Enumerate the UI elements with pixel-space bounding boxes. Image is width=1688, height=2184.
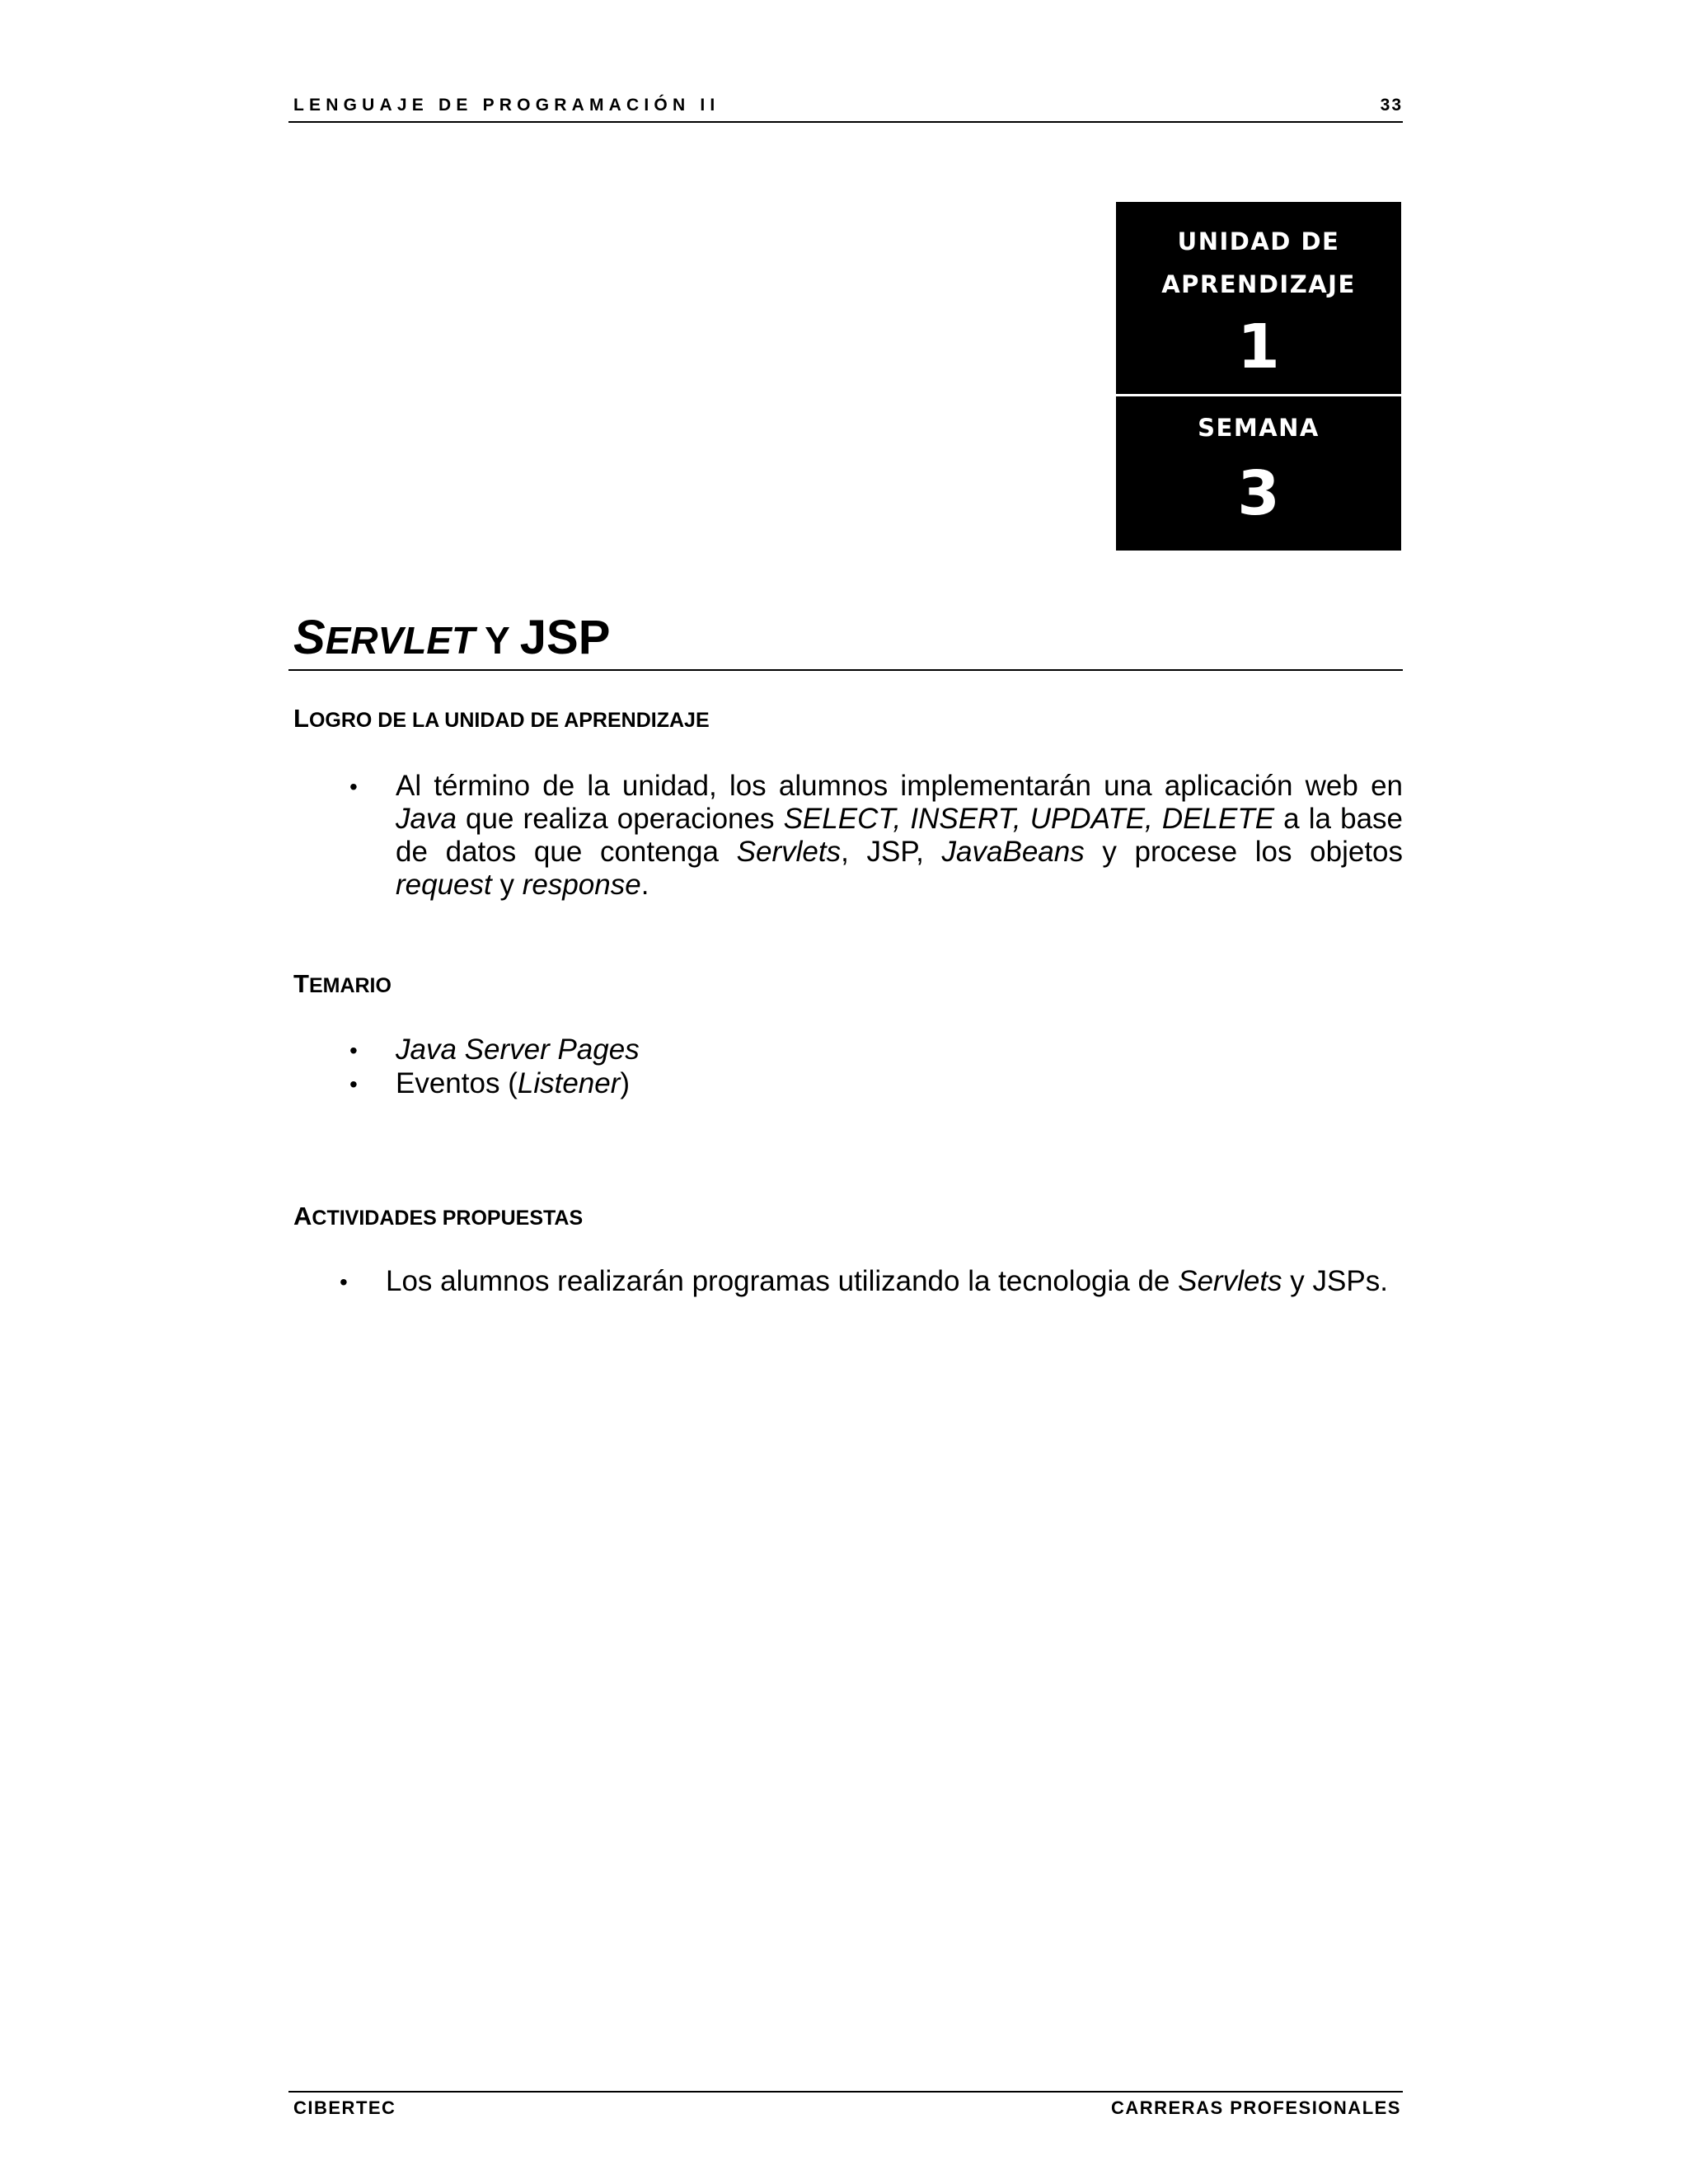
running-header-title: LENGUAJE DE PROGRAMACIÓN II [293, 96, 720, 115]
unit-week-box [1116, 202, 1401, 551]
actividades-text-1: Los alumnos realizarán programas utilizando la tecnologia de [386, 1265, 1179, 1297]
logro-heading-initial: L [293, 704, 309, 733]
title-rule [288, 669, 1403, 671]
actividades-item [386, 1265, 1388, 1298]
logro-text-9: y procese los objetos [1084, 836, 1404, 868]
actividades-bullet: • [340, 1269, 348, 1295]
temario-item-2-a: Eventos ( [396, 1067, 518, 1099]
temario-bullet-2: • [349, 1071, 358, 1097]
temario-item-2 [396, 1067, 630, 1100]
page-number: 33 [1380, 96, 1403, 115]
unit-label-line2: APRENDIZAJE [1161, 270, 1356, 298]
header-rule [288, 121, 1403, 123]
temario-item-1-text: Java Server Pages [396, 1033, 640, 1066]
week-section [1116, 396, 1401, 551]
temario-bullet-1: • [349, 1038, 358, 1063]
actividades-heading-initial: A [293, 1202, 312, 1230]
footer-left-label: CIBERTEC [293, 2097, 396, 2118]
unit-number: 1 [1237, 312, 1280, 382]
title-y: Y [475, 619, 520, 662]
week-number: 3 [1237, 458, 1280, 529]
actividades-text-servlets: Servlets [1178, 1265, 1282, 1297]
logro-text-response: response [522, 869, 641, 901]
title-s-initial: S [293, 611, 326, 664]
logro-text-7: , JSP, [841, 836, 942, 868]
logro-text-5: a la base de datos que contenga [396, 803, 1403, 868]
logro-heading [293, 702, 710, 737]
chapter-title [293, 607, 610, 672]
footer-right-label: CARRERAS PROFESIONALES [1110, 2097, 1401, 2118]
logro-bullet: • [349, 774, 358, 799]
temario-heading-rest: EMARIO [308, 974, 392, 997]
logro-text-1: Al término de la unidad, los alumnos implementarán una aplicación web en [396, 770, 1403, 802]
logro-text-servlets: Servlets [736, 836, 842, 868]
title-jsp: JSP [519, 611, 611, 664]
temario-item-2-c: ) [620, 1067, 631, 1099]
week-label: SEMANA [1198, 414, 1320, 442]
actividades-heading [293, 1200, 583, 1235]
logro-heading-rest: OGRO DE LA UNIDAD DE APRENDIZAJE [308, 709, 710, 732]
logro-text-javabeans: JavaBeans [941, 836, 1085, 868]
temario-heading [293, 968, 392, 1002]
title-s-rest: ERVLET [325, 619, 476, 662]
actividades-heading-rest2: PROPUESTAS [442, 1207, 584, 1230]
temario-heading-initial: T [293, 969, 309, 998]
logro-text-operations: SELECT, INSERT, UPDATE, DELETE [783, 803, 1275, 835]
temario-item-2-listener: Listener [517, 1067, 621, 1099]
footer-rule [288, 2091, 1403, 2093]
logro-paragraph [396, 770, 1403, 902]
logro-text-13: . [640, 869, 649, 901]
unit-section [1116, 202, 1401, 394]
actividades-heading-rest1: CTIVIDADES [312, 1207, 443, 1230]
logro-text-request: request [396, 869, 492, 901]
unit-label-line1: UNIDAD DE [1177, 227, 1340, 255]
actividades-text-3: y JSPs. [1282, 1265, 1388, 1297]
logro-text-java: Java [396, 803, 457, 835]
logro-text-11: y [491, 869, 523, 901]
logro-text-3: que realiza operaciones [456, 803, 784, 835]
temario-item-1 [396, 1033, 640, 1066]
